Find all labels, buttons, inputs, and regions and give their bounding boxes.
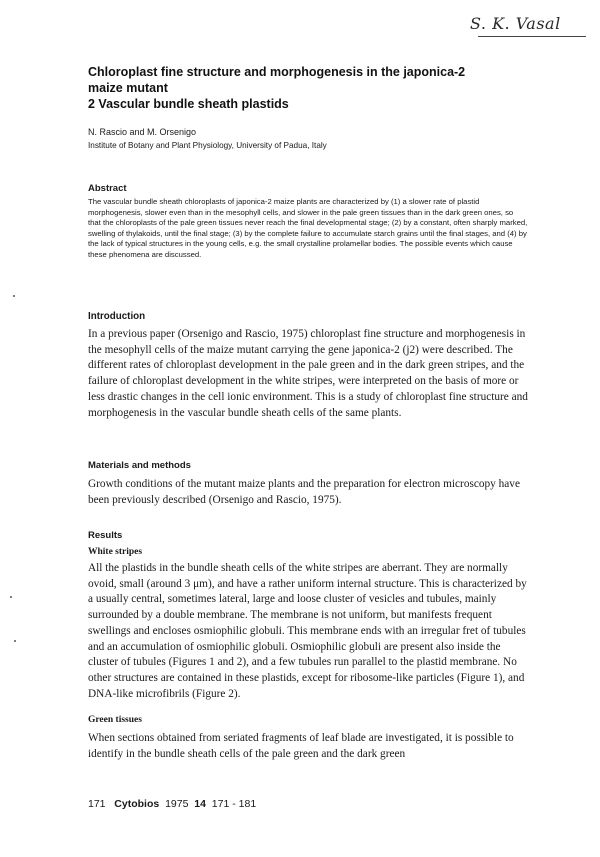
scan-speck: [10, 596, 12, 598]
green-tissues-heading: Green tissues: [88, 715, 142, 725]
white-stripes-heading: White stripes: [88, 547, 143, 557]
abstract-text: The vascular bundle sheath chloroplasts of japonica-2 maize plants are characterized by (1) a slower rate of plastid morphogenesis, slower even than in the mesophyll cells, and slower in the pale green tissues than in the dark green ones, so that the chloroplasts of the pale green tissues never reach the final developmental stage; (2) by a constant, often sharply marked, swelling of thylakoids, until the final stage; (3) by the complete failure to accumulate starch grains until the final stages, and (4) by the lack of typical structures in the young cells, e.g. the small crystalline prolamellar bodies. The possible events which cause these phenomena are discussed.: [88, 197, 528, 259]
footer-year: 1975: [165, 798, 189, 810]
abstract-heading: Abstract: [88, 183, 127, 194]
introduction-text: In a previous paper (Orsenigo and Rascio, 1975) chloroplast fine structure and morphogenesis in the mesophyll cells of the maize mutant carrying the gene japonica-2 (j2) were described. The different rates of chloroplast development in the pale green and in the dark green stripes, and the failure of chloroplast development in the white stripes, were interpreted on the basis of more or less drastic changes in the cell ionic environment. This is a study of chloroplast fine structure and morphogenesis in the vascular bundle sheath cells of the same plants.: [88, 328, 528, 419]
footer-pages: 171 - 181: [211, 798, 257, 810]
title-line-3: 2 Vascular bundle sheath plastids: [88, 97, 289, 111]
materials-text: Growth conditions of the mutant maize plants and the preparation for electron microscopy have been previously described (Orsenigo and Rascio, 1975).: [88, 478, 520, 506]
white-stripes-text: All the plastids in the bundle sheath cells of the white stripes are aberrant. They are normally ovoid, small (around 3 μm), and have a rather uniform internal structure. This is characterized by a usually central, sometimes lateral, large and loose cluster of vesicles and tubules, mainly surrounded by a double membrane. The membrane is not uniform, but manifests frequent swellings and encloses osmiophilic globuli. This membrane ends with an irregular fret of tubules and an accumulation of osmiophilic globuli. Osmiophilic globuli are present also inside the cluster of tubules (Figures 1 and 2), and a few tubules run parallel to the plastid membrane. No other structures are contained in these plastids, except for ribosome-like particles (Figure 1), and DNA-like microfibrils (Figure 2).: [88, 562, 527, 700]
signature-underline: [478, 36, 586, 37]
footer-volume: 14: [194, 798, 206, 810]
results-heading: Results: [88, 530, 123, 541]
page-footer: [88, 798, 256, 810]
footer-page-number: 171: [88, 798, 106, 810]
title-line-2: maize mutant: [88, 81, 168, 95]
handwritten-signature: S. K. Vasal: [470, 14, 561, 33]
footer-journal: Cytobios: [114, 798, 160, 810]
affiliation: Institute of Botany and Plant Physiology, University of Padua, Italy: [88, 141, 327, 150]
scan-speck: [14, 640, 16, 642]
introduction-heading: Introduction: [88, 311, 146, 322]
materials-heading: Materials and methods: [88, 460, 191, 471]
green-tissues-text: When sections obtained from seriated fragments of leaf blade are investigated, it is possible to identify in the bundle sheath cells of the pale green and the dark green: [88, 732, 514, 760]
article-title: [88, 64, 528, 112]
authors: N. Rascio and M. Orsenigo: [88, 127, 197, 137]
title-line-1: Chloroplast fine structure and morphogenesis in the japonica-2: [88, 65, 466, 79]
scan-speck: [13, 295, 15, 297]
